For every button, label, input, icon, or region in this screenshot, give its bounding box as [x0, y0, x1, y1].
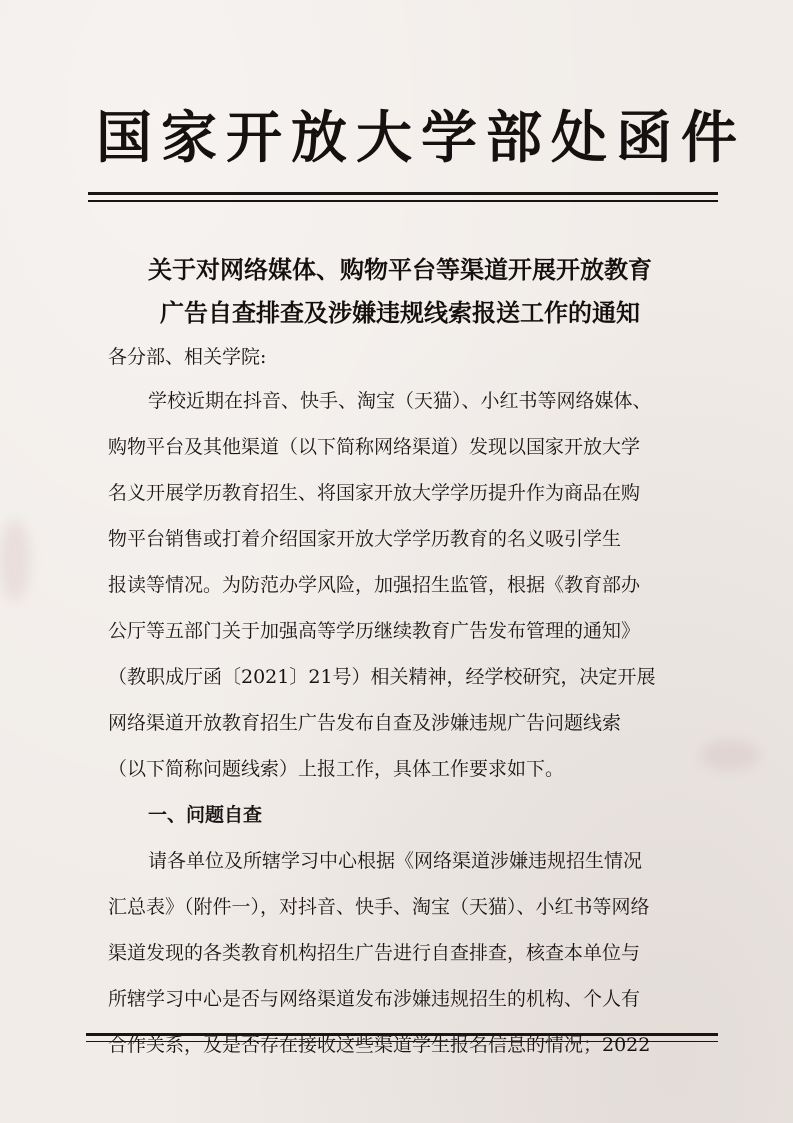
body-line: 请各单位及所辖学习中心根据《网络渠道涉嫌违规招生情况 [148, 850, 643, 872]
body-line: 购物平台及其他渠道（以下简称网络渠道）发现以国家开放大学 [108, 436, 641, 458]
scan-smudge [700, 740, 760, 770]
scan-smudge [0, 520, 30, 600]
body-line: 公厅等五部门关于加强高等学历继续教育广告发布管理的通知》 [108, 620, 641, 642]
notice-title-line-1: 关于对网络媒体、购物平台等渠道开展开放教育 [148, 256, 652, 284]
body-line: 物平台销售或打着介绍国家开放大学学历教育的名义吸引学生 [108, 528, 622, 550]
body-line: 汇总表》（附件一），对抖音、快手、淘宝（天猫）、小红书等网络 [108, 896, 650, 918]
letterhead-title: 国家开放大学部处函件 [96, 105, 746, 171]
body-line: （以下简称问题线索）上报工作，具体工作要求如下。 [108, 758, 565, 780]
body-line: 所辖学习中心是否与网络渠道发布涉嫌违规招生的机构、个人有 [108, 988, 641, 1010]
body-line: 报读等情况。为防范办学风险，加强招生监管，根据《教育部办 [108, 574, 641, 596]
body-line: （教职成厅函〔2021〕21号）相关精神，经学校研究，决定开展 [108, 666, 656, 688]
notice-title-line-2: 广告自查排查及涉嫌违规线索报送工作的通知 [160, 299, 640, 327]
body-line: 合作关系，及是否存在接收这些渠道学生报名信息的情况；2022 [108, 1034, 651, 1056]
body-line: 学校近期在抖音、快手、淘宝（天猫）、小红书等网络媒体、 [148, 390, 652, 412]
body-line: 网络渠道开放教育招生广告发布自查及涉嫌违规广告问题线索 [108, 712, 622, 734]
body-line: 渠道发现的各类教育机构招生广告进行自查排查，核查本单位与 [108, 942, 641, 964]
letterhead-rule-thick [88, 192, 718, 195]
section-heading: 一、问题自查 [148, 804, 263, 826]
body-line: 名义开展学历教育招生、将国家开放大学学历提升作为商品在购 [108, 482, 641, 504]
notice-body [108, 378, 700, 1068]
salutation: 各分部、相关学院: [108, 346, 267, 368]
letterhead-rule-thin [88, 200, 718, 202]
footer-rule-thin [86, 1041, 718, 1042]
footer-rule-thick [86, 1033, 718, 1036]
